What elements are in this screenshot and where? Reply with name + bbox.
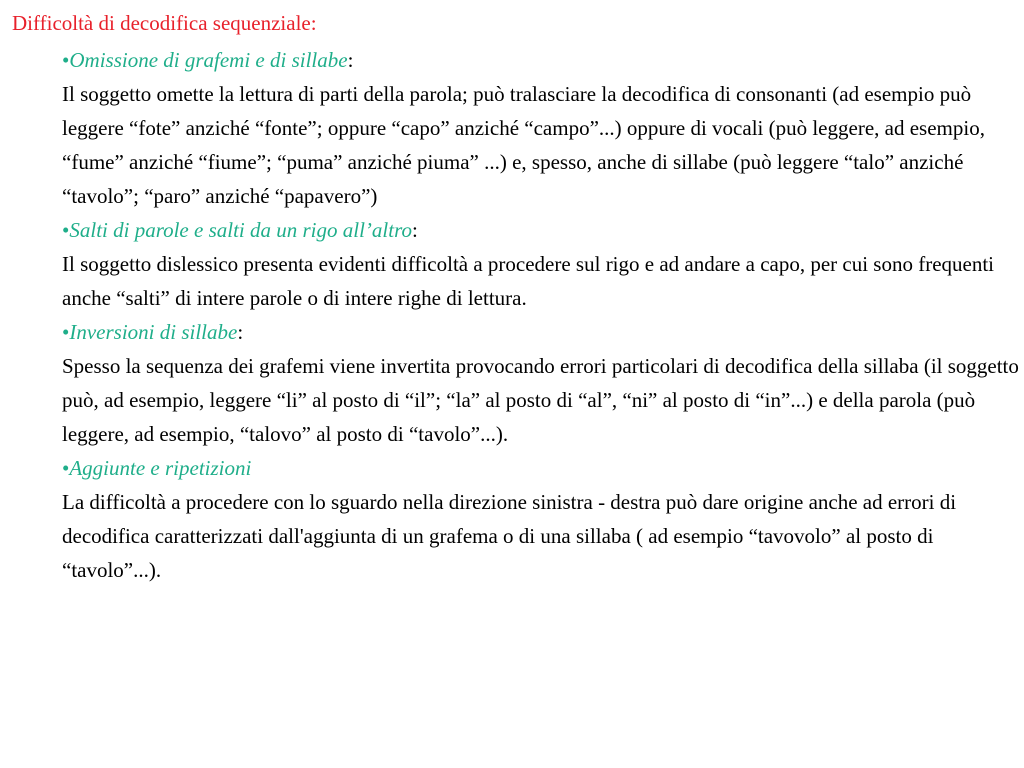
list-item (62, 451, 1022, 587)
item-colon: : (411, 218, 418, 242)
item-colon: : (347, 48, 354, 72)
bullet-icon: • (62, 48, 70, 72)
bullet-icon: • (62, 456, 70, 480)
slide-content (62, 43, 1022, 587)
item-heading (62, 451, 1022, 485)
item-title: Inversioni di sillabe (69, 320, 238, 344)
item-colon: : (237, 320, 244, 344)
item-body: Il soggetto omette la lettura di parti della parola; può tralasciare la decodifica di consonanti (ad esempio può leggere “fote” anziché “fonte”; oppure “capo” anziché “campo”...) oppure di vocali (può leggere, ad esempio, “fume” anziché “fiume”; “puma” anziché piuma” ...) e, spesso, anche di sillabe (può leggere “talo” anziché “tavolo”; “paro” anziché “papavero”) (62, 82, 985, 208)
item-body: La difficoltà a procedere con lo sguardo nella direzione sinistra - destra può dare origine anche ad errori di decodifica caratterizzati dall'aggiunta di un grafema o di una sillaba ( ad esempio “tavovolo” al posto di “tavolo”...). (62, 490, 957, 582)
item-body: Il soggetto dislessico presenta evidenti difficoltà a procedere sul rigo e ad andare a capo, per cui sono frequenti anche “salti” di intere parole o di intere righe di lettura. (62, 252, 995, 310)
item-title: Salti di parole e salti da un rigo all’altro (69, 218, 412, 242)
bullet-icon: • (62, 320, 70, 344)
item-title: Omissione di grafemi e di sillabe (69, 48, 348, 72)
item-body: Spesso la sequenza dei grafemi viene invertita provocando errori particolari di decodifica della sillaba (il soggetto può, ad esempio, leggere “li” al posto di “il”; “la” al posto di “al”, “ni” al posto di “in”...) e della parola (può leggere, ad esempio, “talovo” al posto di “tavolo”...). (62, 354, 1019, 446)
slide-heading: Difficoltà di decodifica sequenziale: (12, 11, 317, 35)
item-heading (62, 43, 1022, 77)
list-item (62, 213, 1022, 315)
bullet-icon: • (62, 218, 70, 242)
item-title: Aggiunte e ripetizioni (69, 456, 252, 480)
list-item (62, 43, 1022, 213)
item-heading (62, 213, 1022, 247)
item-heading (62, 315, 1022, 349)
list-item (62, 315, 1022, 451)
